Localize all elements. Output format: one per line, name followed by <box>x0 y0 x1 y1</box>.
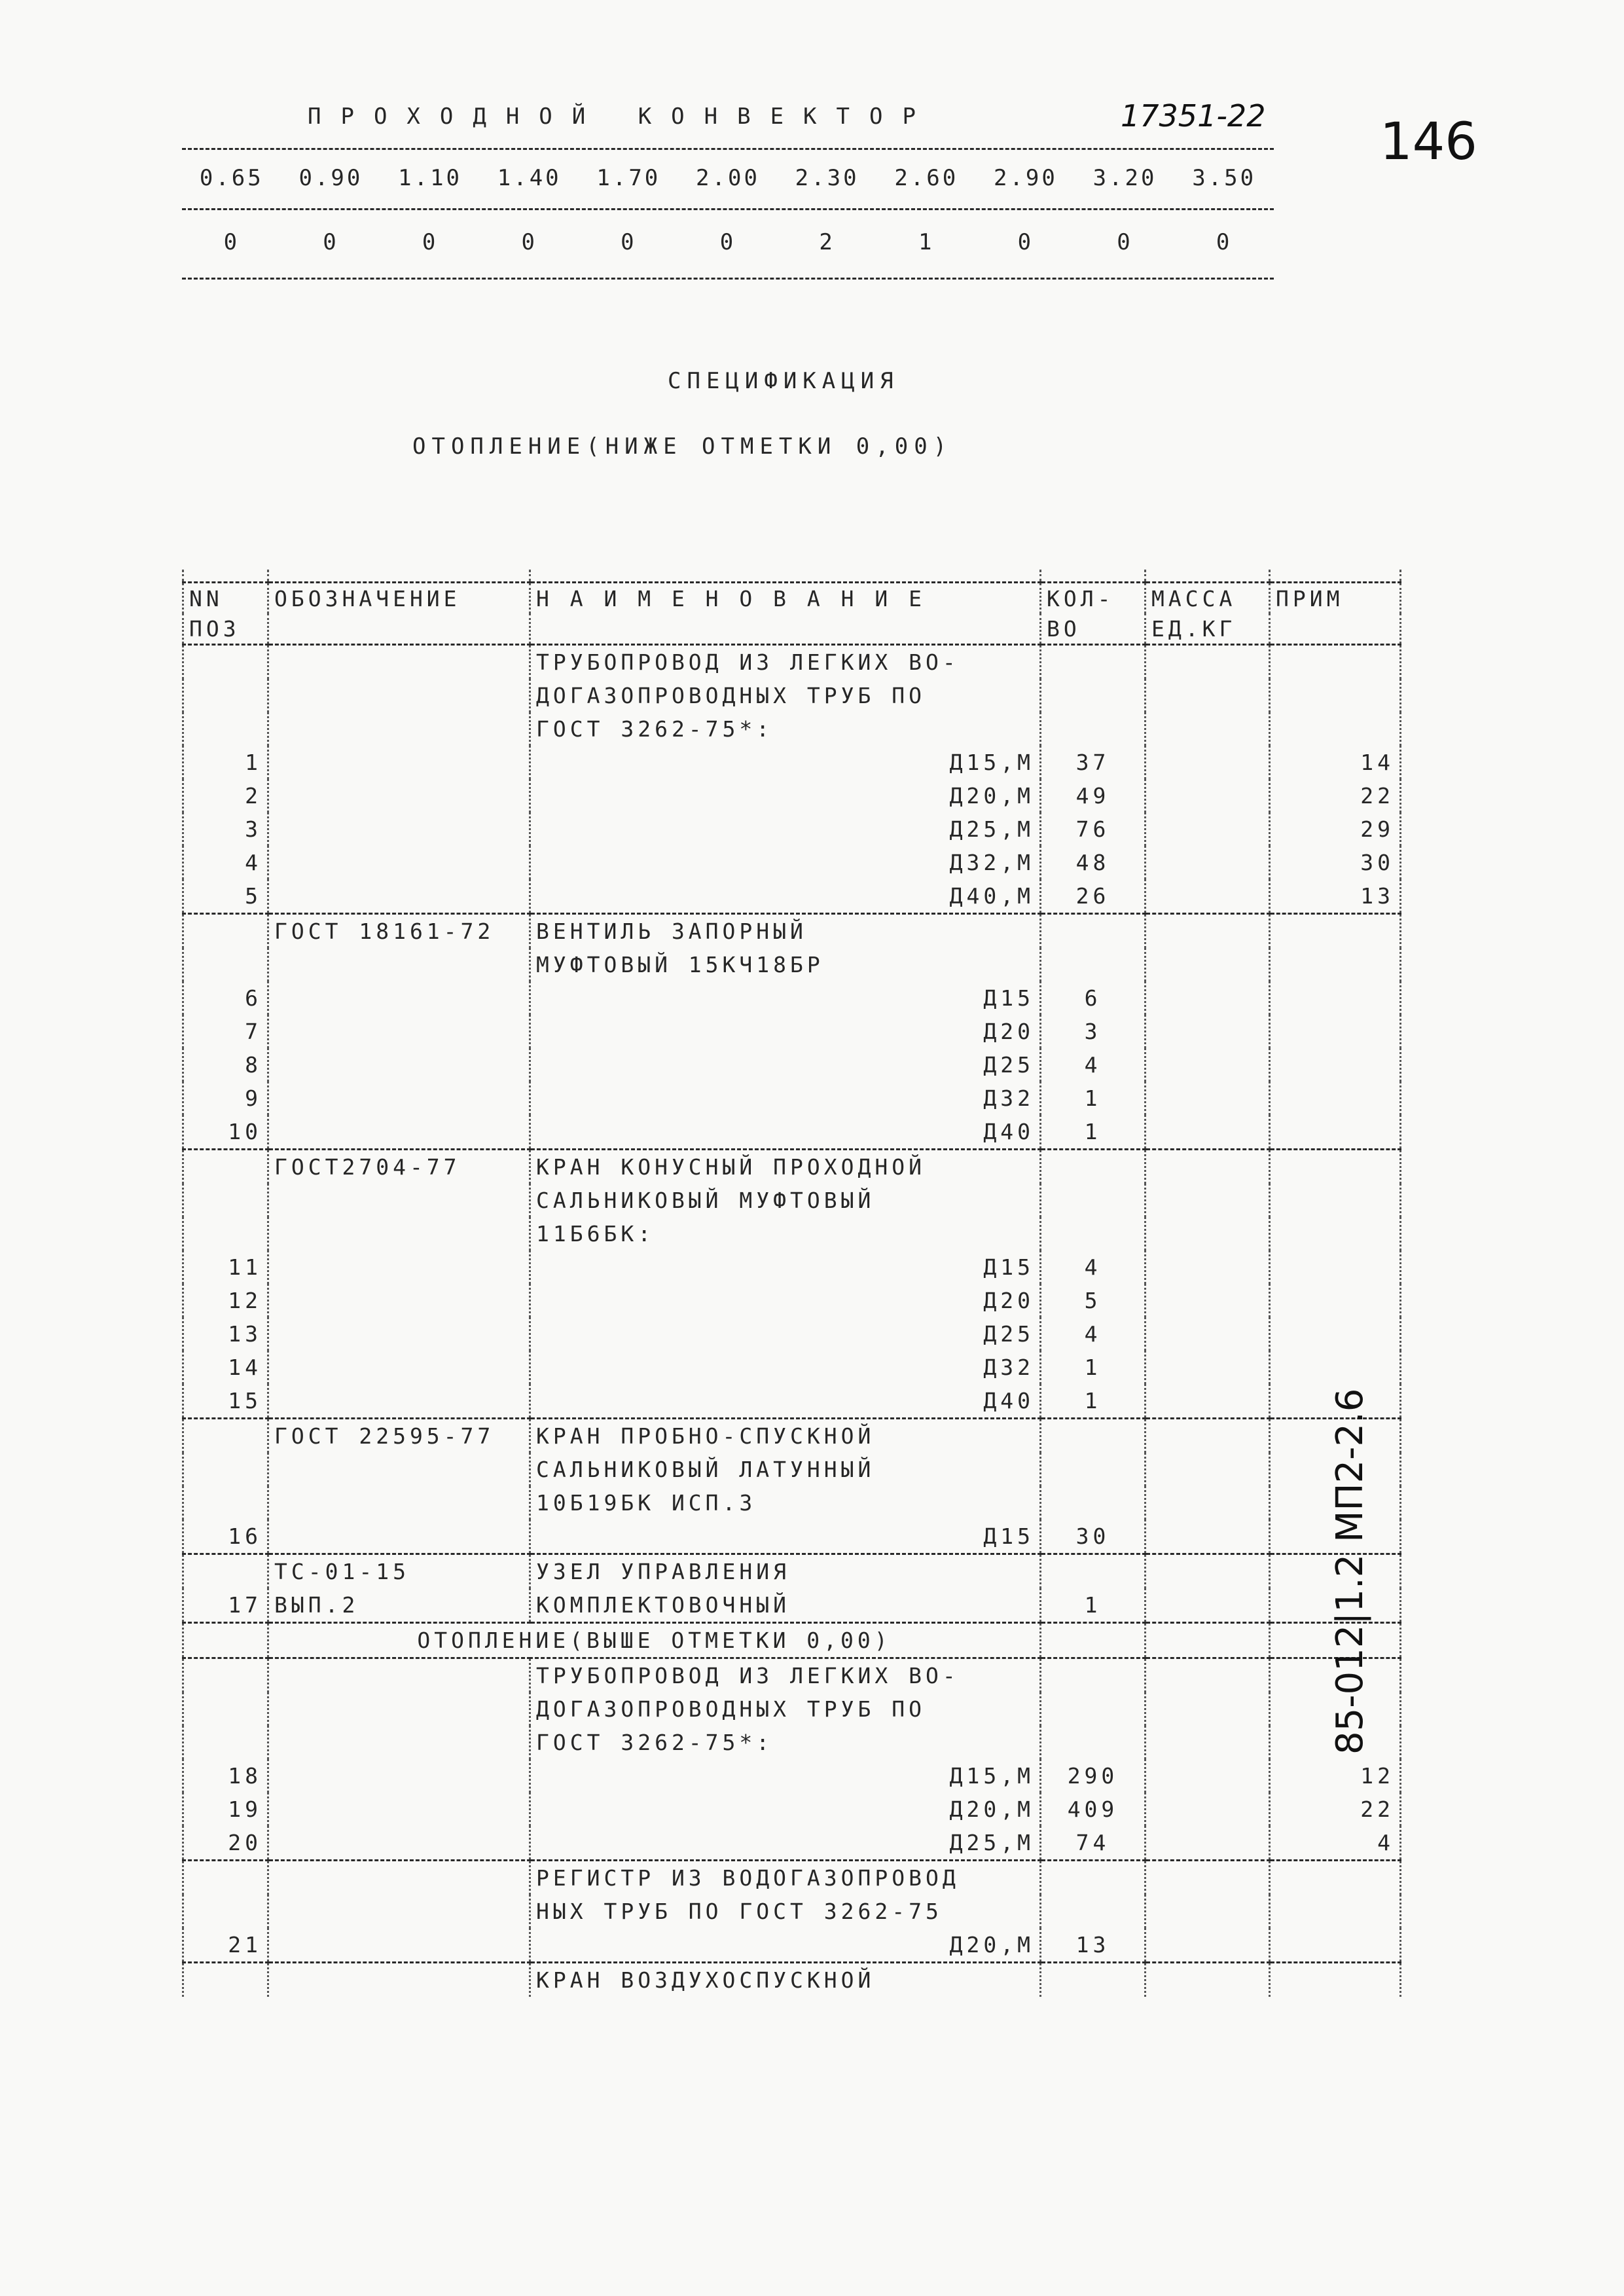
side-stamp: 85-012|1.2 МП2-2.6 <box>1329 1388 1371 1755</box>
group-header-row <box>183 1554 1401 1589</box>
top-counts-row <box>182 229 1274 263</box>
top-rule-1 <box>182 148 1274 150</box>
designation-cell <box>268 1826 530 1861</box>
top-count-cell: 0 <box>621 229 637 255</box>
top-value-cell: 2.60 <box>894 165 959 191</box>
table-row <box>183 1588 1401 1623</box>
name-cell: ДОГАЗОПРОВОДНЫХ ТРУБ ПО <box>530 679 1041 712</box>
column-header-pos-2: ПОЗ <box>183 613 268 645</box>
qty-cell: 4 <box>1041 1317 1146 1351</box>
designation-cell <box>268 746 530 779</box>
top-count-cell: 0 <box>223 229 240 255</box>
top-rule-2 <box>182 208 1274 210</box>
column-header-qty: КОЛ- <box>1041 583 1146 614</box>
table-row <box>183 1928 1401 1963</box>
designation-cell <box>268 1486 530 1520</box>
table-row <box>183 746 1401 779</box>
name-cell: КРАН ПРОБНО-СПУСКНОЙ <box>530 1419 1041 1453</box>
group-header-row <box>183 1658 1401 1693</box>
designation-cell <box>268 1184 530 1217</box>
table-row <box>183 1793 1401 1826</box>
top-value-cell: 0.90 <box>298 165 363 191</box>
designation-cell <box>268 1048 530 1082</box>
top-value-cell: 3.50 <box>1192 165 1257 191</box>
designation-cell <box>268 1520 530 1554</box>
pos-cell: 17 <box>183 1588 268 1623</box>
size-cell: Д20 <box>530 1284 1041 1317</box>
note-cell: 14 <box>1270 746 1401 779</box>
pos-cell: 16 <box>183 1520 268 1554</box>
group-header-row <box>183 1184 1401 1217</box>
qty-cell: 1 <box>1041 1115 1146 1150</box>
size-cell: Д40 <box>530 1115 1041 1150</box>
qty-cell: 290 <box>1041 1759 1146 1793</box>
top-count-cell: 0 <box>323 229 339 255</box>
top-value-cell: 3.20 <box>1092 165 1157 191</box>
group-header-row <box>183 1217 1401 1250</box>
section-row <box>183 1623 1401 1658</box>
group-header-row <box>183 914 1401 949</box>
table-row <box>183 1759 1401 1793</box>
designation-cell <box>268 1453 530 1486</box>
column-header-designation: ОБОЗНАЧЕНИЕ <box>268 583 530 614</box>
qty-cell: 4 <box>1041 1250 1146 1284</box>
note-cell: 12 <box>1270 1759 1401 1793</box>
size-cell: Д32,М <box>530 846 1041 879</box>
designation-cell <box>268 1115 530 1150</box>
note-cell <box>1270 1317 1401 1351</box>
qty-cell: 30 <box>1041 1520 1146 1554</box>
name-cell: НЫХ ТРУБ ПО ГОСТ 3262-75 <box>530 1895 1041 1928</box>
column-header-mass: МАССА <box>1146 583 1270 614</box>
qty-cell: 13 <box>1041 1928 1146 1963</box>
note-cell <box>1270 1115 1401 1150</box>
size-cell: Д15 <box>530 1520 1041 1554</box>
top-value-cell: 0.65 <box>199 165 264 191</box>
designation-cell <box>268 1793 530 1826</box>
qty-cell: 409 <box>1041 1793 1146 1826</box>
size-cell: Д25,М <box>530 1826 1041 1861</box>
qty-cell: 1 <box>1041 1082 1146 1115</box>
qty-cell: 37 <box>1041 746 1146 779</box>
designation-cell <box>268 948 530 981</box>
qty-cell: 76 <box>1041 812 1146 846</box>
table-row <box>183 981 1401 1015</box>
qty-cell: 4 <box>1041 1048 1146 1082</box>
designation-cell <box>268 1317 530 1351</box>
designation-cell <box>268 1726 530 1759</box>
qty-cell: 49 <box>1041 779 1146 812</box>
name-cell: 11Б6БК: <box>530 1217 1041 1250</box>
document-code: 17351-22 <box>1121 98 1266 134</box>
designation-cell <box>268 1082 530 1115</box>
top-values-row <box>182 165 1274 199</box>
designation-cell <box>268 1384 530 1419</box>
pos-cell: 9 <box>183 1082 268 1115</box>
group-header-row <box>183 1726 1401 1759</box>
pos-cell: 1 <box>183 746 268 779</box>
designation-cell <box>268 1015 530 1048</box>
column-header-pos: NN <box>183 583 268 614</box>
table-header-row-2 <box>183 613 1401 645</box>
qty-cell: 1 <box>1041 1588 1146 1623</box>
group-header-row <box>183 1419 1401 1453</box>
designation-cell: ГОСТ 22595-77 <box>268 1419 530 1453</box>
designation-cell <box>268 1928 530 1963</box>
designation-cell <box>268 879 530 914</box>
pos-cell: 18 <box>183 1759 268 1793</box>
group-header-row <box>183 948 1401 981</box>
size-cell: Д25,М <box>530 812 1041 846</box>
table-top-rule <box>183 570 1401 583</box>
name-cell: САЛЬНИКОВЫЙ ЛАТУННЫЙ <box>530 1453 1041 1486</box>
table-row <box>183 1082 1401 1115</box>
group-header-row <box>183 1692 1401 1726</box>
qty-cell: 3 <box>1041 1015 1146 1048</box>
name-cell: ДОГАЗОПРОВОДНЫХ ТРУБ ПО <box>530 1692 1041 1726</box>
size-cell: Д32 <box>530 1351 1041 1384</box>
pos-cell: 13 <box>183 1317 268 1351</box>
top-value-cell: 2.90 <box>993 165 1058 191</box>
qty-cell: 1 <box>1041 1384 1146 1419</box>
size-cell: Д15 <box>530 981 1041 1015</box>
group-header-row <box>183 679 1401 712</box>
table-row <box>183 812 1401 846</box>
designation-cell <box>268 1692 530 1726</box>
name-cell: ГОСТ 3262-75*: <box>530 1726 1041 1759</box>
designation-cell <box>268 1217 530 1250</box>
pos-cell: 4 <box>183 846 268 879</box>
note-cell: 30 <box>1270 846 1401 879</box>
top-count-cell: 0 <box>521 229 537 255</box>
top-count-cell: 0 <box>1216 229 1233 255</box>
qty-cell: 1 <box>1041 1351 1146 1384</box>
designation-cell <box>268 712 530 746</box>
pos-cell: 10 <box>183 1115 268 1150</box>
qty-cell: 26 <box>1041 879 1146 914</box>
table-row <box>183 1351 1401 1384</box>
note-cell: 22 <box>1270 779 1401 812</box>
designation-cell <box>268 679 530 712</box>
designation-cell <box>268 1351 530 1384</box>
designation-cell <box>268 1861 530 1895</box>
designation-cell: ГОСТ2704-77 <box>268 1150 530 1184</box>
note-cell <box>1270 1284 1401 1317</box>
note-cell <box>1270 1250 1401 1284</box>
table-row <box>183 846 1401 879</box>
table-row <box>183 1115 1401 1150</box>
name-cell: РЕГИСТР ИЗ ВОДОГАЗОПРОВОД <box>530 1861 1041 1895</box>
table-row <box>183 1384 1401 1419</box>
note-cell: 4 <box>1270 1826 1401 1861</box>
designation-cell <box>268 1658 530 1693</box>
qty-cell: 74 <box>1041 1826 1146 1861</box>
designation-cell: ВЫП.2 <box>268 1588 530 1623</box>
note-cell <box>1270 1048 1401 1082</box>
note-cell <box>1270 1015 1401 1048</box>
designation-cell <box>268 812 530 846</box>
top-title: ПРОХОДНОЙ КОНВЕКТОР <box>308 103 935 130</box>
designation-cell <box>268 846 530 879</box>
designation-cell: ТС-01-15 <box>268 1554 530 1589</box>
top-count-cell: 0 <box>719 229 736 255</box>
size-cell: Д40,М <box>530 879 1041 914</box>
size-cell: Д32 <box>530 1082 1041 1115</box>
table-row <box>183 1250 1401 1284</box>
pos-cell: 2 <box>183 779 268 812</box>
table-row <box>183 1015 1401 1048</box>
designation-cell <box>268 779 530 812</box>
table-row <box>183 879 1401 914</box>
specification-table <box>182 570 1401 1997</box>
size-cell: Д40 <box>530 1384 1041 1419</box>
table-row <box>183 1317 1401 1351</box>
note-cell <box>1270 1082 1401 1115</box>
pos-cell: 8 <box>183 1048 268 1082</box>
pos-cell: 7 <box>183 1015 268 1048</box>
top-count-cell: 0 <box>1017 229 1034 255</box>
group-header-row <box>183 645 1401 680</box>
pos-cell: 19 <box>183 1793 268 1826</box>
group-header-row <box>183 1150 1401 1184</box>
designation-cell <box>268 1250 530 1284</box>
size-cell: Д20,М <box>530 1793 1041 1826</box>
qty-cell: 5 <box>1041 1284 1146 1317</box>
section-title: ОТОПЛЕНИЕ(ВЫШЕ ОТМЕТКИ 0,00) <box>268 1623 1041 1658</box>
size-cell: Д20,М <box>530 779 1041 812</box>
pos-cell: 12 <box>183 1284 268 1317</box>
qty-cell: 6 <box>1041 981 1146 1015</box>
size-cell: Д15,М <box>530 746 1041 779</box>
top-value-cell: 2.00 <box>696 165 760 191</box>
pos-cell: 15 <box>183 1384 268 1419</box>
column-header-qty-2: ВО <box>1041 613 1146 645</box>
name-cell: КРАН ВОЗДУХОСПУСКНОЙ <box>530 1963 1041 1997</box>
note-cell <box>1270 981 1401 1015</box>
designation-cell <box>268 1759 530 1793</box>
qty-cell: 48 <box>1041 846 1146 879</box>
name-cell: УЗЕЛ УПРАВЛЕНИЯ <box>530 1554 1041 1589</box>
top-value-cell: 2.30 <box>795 165 859 191</box>
designation-cell <box>268 1895 530 1928</box>
designation-cell <box>268 981 530 1015</box>
name-cell: САЛЬНИКОВЫЙ МУФТОВЫЙ <box>530 1184 1041 1217</box>
column-header-mass-2: ЕД.КГ <box>1146 613 1270 645</box>
size-cell: Д20,М <box>530 1928 1041 1963</box>
table-row <box>183 779 1401 812</box>
designation-cell <box>268 1963 530 1997</box>
note-cell: 22 <box>1270 1793 1401 1826</box>
page-number: 146 <box>1380 113 1477 172</box>
designation-cell <box>268 1284 530 1317</box>
group-header-row <box>183 1453 1401 1486</box>
top-count-cell: 0 <box>1117 229 1133 255</box>
group-header-row <box>183 1486 1401 1520</box>
name-cell: КРАН КОНУСНЫЙ ПРОХОДНОЙ <box>530 1150 1041 1184</box>
note-cell <box>1270 1351 1401 1384</box>
size-cell: Д25 <box>530 1048 1041 1082</box>
pos-cell: 6 <box>183 981 268 1015</box>
pos-cell: 20 <box>183 1826 268 1861</box>
pos-cell: 3 <box>183 812 268 846</box>
column-header-note: ПРИМ <box>1270 583 1401 614</box>
group-header-row <box>183 1895 1401 1928</box>
designation-cell <box>268 645 530 680</box>
top-count-cell: 1 <box>918 229 935 255</box>
designation-cell: ГОСТ 18161-72 <box>268 914 530 949</box>
table-header-row-1 <box>183 583 1401 614</box>
spec-heading: СПЕЦИФИКАЦИЯ <box>668 368 899 394</box>
top-value-cell: 1.70 <box>596 165 661 191</box>
top-rule-3 <box>182 278 1274 280</box>
name-cell: КОМПЛЕКТОВОЧНЫЙ <box>530 1588 1041 1623</box>
table-row <box>183 1826 1401 1861</box>
column-header-name: Н А И М Е Н О В А Н И Е <box>530 583 1041 614</box>
table-row <box>183 1284 1401 1317</box>
name-cell: МУФТОВЫЙ 15КЧ18БР <box>530 948 1041 981</box>
group-header-row <box>183 1861 1401 1895</box>
top-value-cell: 1.40 <box>497 165 562 191</box>
top-value-cell: 1.10 <box>398 165 463 191</box>
size-cell: Д25 <box>530 1317 1041 1351</box>
size-cell: Д15,М <box>530 1759 1041 1793</box>
pos-cell: 5 <box>183 879 268 914</box>
group-header-row <box>183 712 1401 746</box>
table-row <box>183 1048 1401 1082</box>
table-row <box>183 1520 1401 1554</box>
name-cell: ТРУБОПРОВОД ИЗ ЛЕГКИХ ВО- <box>530 645 1041 680</box>
pos-cell: 14 <box>183 1351 268 1384</box>
size-cell: Д20 <box>530 1015 1041 1048</box>
note-cell: 13 <box>1270 879 1401 914</box>
top-count-cell: 0 <box>422 229 439 255</box>
pos-cell: 11 <box>183 1250 268 1284</box>
spec-subheading: ОТОПЛЕНИЕ(НИЖЕ ОТМЕТКИ 0,00) <box>412 433 953 460</box>
pos-cell: 21 <box>183 1928 268 1963</box>
name-cell: ВЕНТИЛЬ ЗАПОРНЫЙ <box>530 914 1041 949</box>
name-cell: ТРУБОПРОВОД ИЗ ЛЕГКИХ ВО- <box>530 1658 1041 1693</box>
name-cell: 10Б19БК ИСП.3 <box>530 1486 1041 1520</box>
name-cell: ГОСТ 3262-75*: <box>530 712 1041 746</box>
top-count-cell: 2 <box>819 229 835 255</box>
group-header-row <box>183 1963 1401 1997</box>
size-cell: Д15 <box>530 1250 1041 1284</box>
note-cell <box>1270 1928 1401 1963</box>
note-cell: 29 <box>1270 812 1401 846</box>
